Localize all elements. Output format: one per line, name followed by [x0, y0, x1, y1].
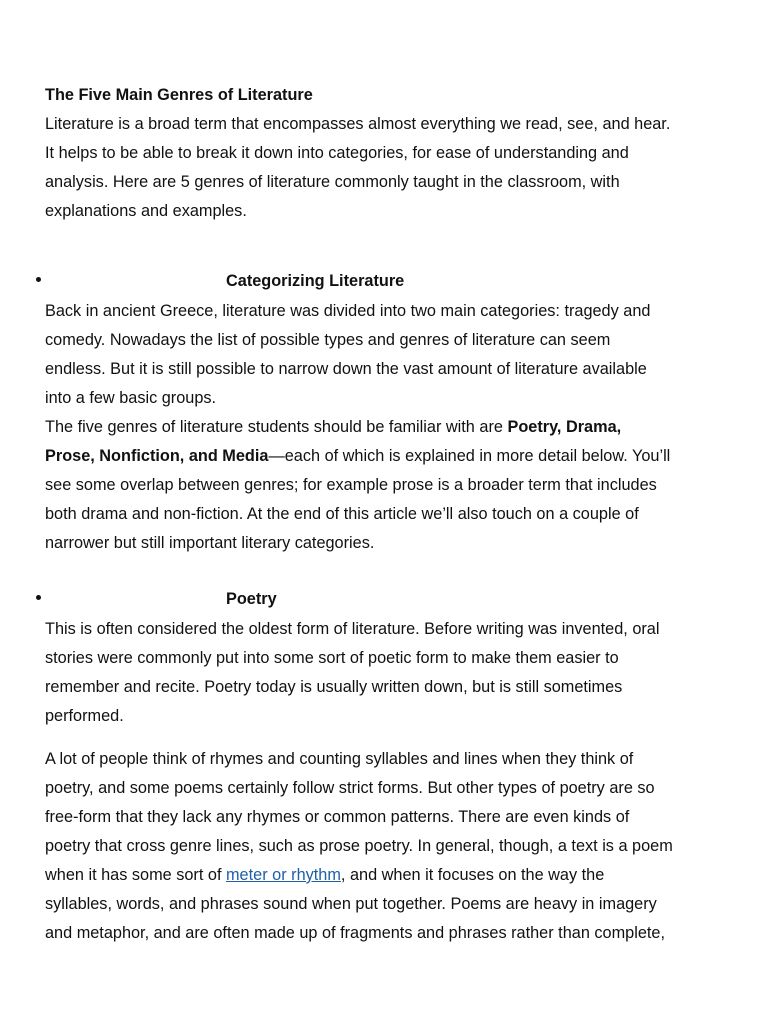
paragraph-line: poetry, and some poems certainly follow strict forms. But other types of poetry are so [45, 779, 655, 797]
intro-line: Literature is a broad term that encompasses almost everything we read, see, and hear. [45, 115, 671, 133]
page-title: The Five Main Genres of Literature [45, 86, 313, 104]
intro-line: explanations and examples. [45, 202, 247, 220]
genre-list-bold: Prose, Nonfiction, and Media [45, 447, 269, 465]
paragraph-line: into a few basic groups. [45, 389, 217, 407]
intro-line: analysis. Here are 5 genres of literature commonly taught in the classroom, with [45, 173, 620, 191]
paragraph-line: comedy. Nowadays the list of possible types and genres of literature can seem [45, 331, 611, 349]
paragraph-line: Back in ancient Greece, literature was divided into two main categories: tragedy and [45, 302, 651, 320]
paragraph-line: syllables, words, and phrases sound when put together. Poems are heavy in imagery [45, 895, 657, 913]
paragraph-line: see some overlap between genres; for example prose is a broader term that includes [45, 476, 657, 494]
bullet-icon [36, 277, 41, 282]
bullet-icon [36, 595, 41, 600]
paragraph-line: remember and recite. Poetry today is usually written down, but is still sometimes [45, 678, 623, 696]
paragraph-line: both drama and non-fiction. At the end of this article we’ll also touch on a couple of [45, 505, 639, 523]
paragraph-text: —each of which is explained in more detail below. You’ll [268, 447, 671, 465]
paragraph-line [45, 865, 604, 885]
paragraph-line: endless. But it is still possible to narrow down the vast amount of literature available [45, 360, 647, 378]
section-heading-categorizing [0, 271, 768, 293]
paragraph-line: stories were commonly put into some sort of poetic form to make them easier to [45, 649, 619, 667]
paragraph-line: narrower but still important literary categories. [45, 534, 375, 552]
paragraph-text: The five genres of literature students should be familiar with are [45, 418, 508, 436]
paragraph-line: and metaphor, and are often made up of fragments and phrases rather than complete, [45, 924, 665, 942]
section-heading-text: Categorizing Literature [226, 272, 405, 290]
paragraph-text: when it has some sort of [45, 866, 226, 884]
meter-or-rhythm-link[interactable]: meter or rhythm [226, 866, 341, 884]
paragraph-line: performed. [45, 707, 124, 725]
paragraph-text: , and when it focuses on the way the [340, 866, 605, 884]
section-heading-text: Poetry [226, 590, 277, 608]
section-heading-poetry [0, 589, 768, 611]
paragraph-line [45, 417, 621, 437]
paragraph-line: poetry that cross genre lines, such as prose poetry. In general, though, a text is a poem [45, 837, 673, 855]
paragraph-line: free-form that they lack any rhymes or common patterns. There are even kinds of [45, 808, 630, 826]
intro-line: It helps to be able to break it down into categories, for ease of understanding and [45, 144, 629, 162]
paragraph-line [45, 446, 670, 466]
paragraph-line: This is often considered the oldest form of literature. Before writing was invented, oral [45, 620, 660, 638]
genre-list-bold: Poetry, Drama, [507, 418, 622, 436]
paragraph-line: A lot of people think of rhymes and counting syllables and lines when they think of [45, 750, 634, 768]
